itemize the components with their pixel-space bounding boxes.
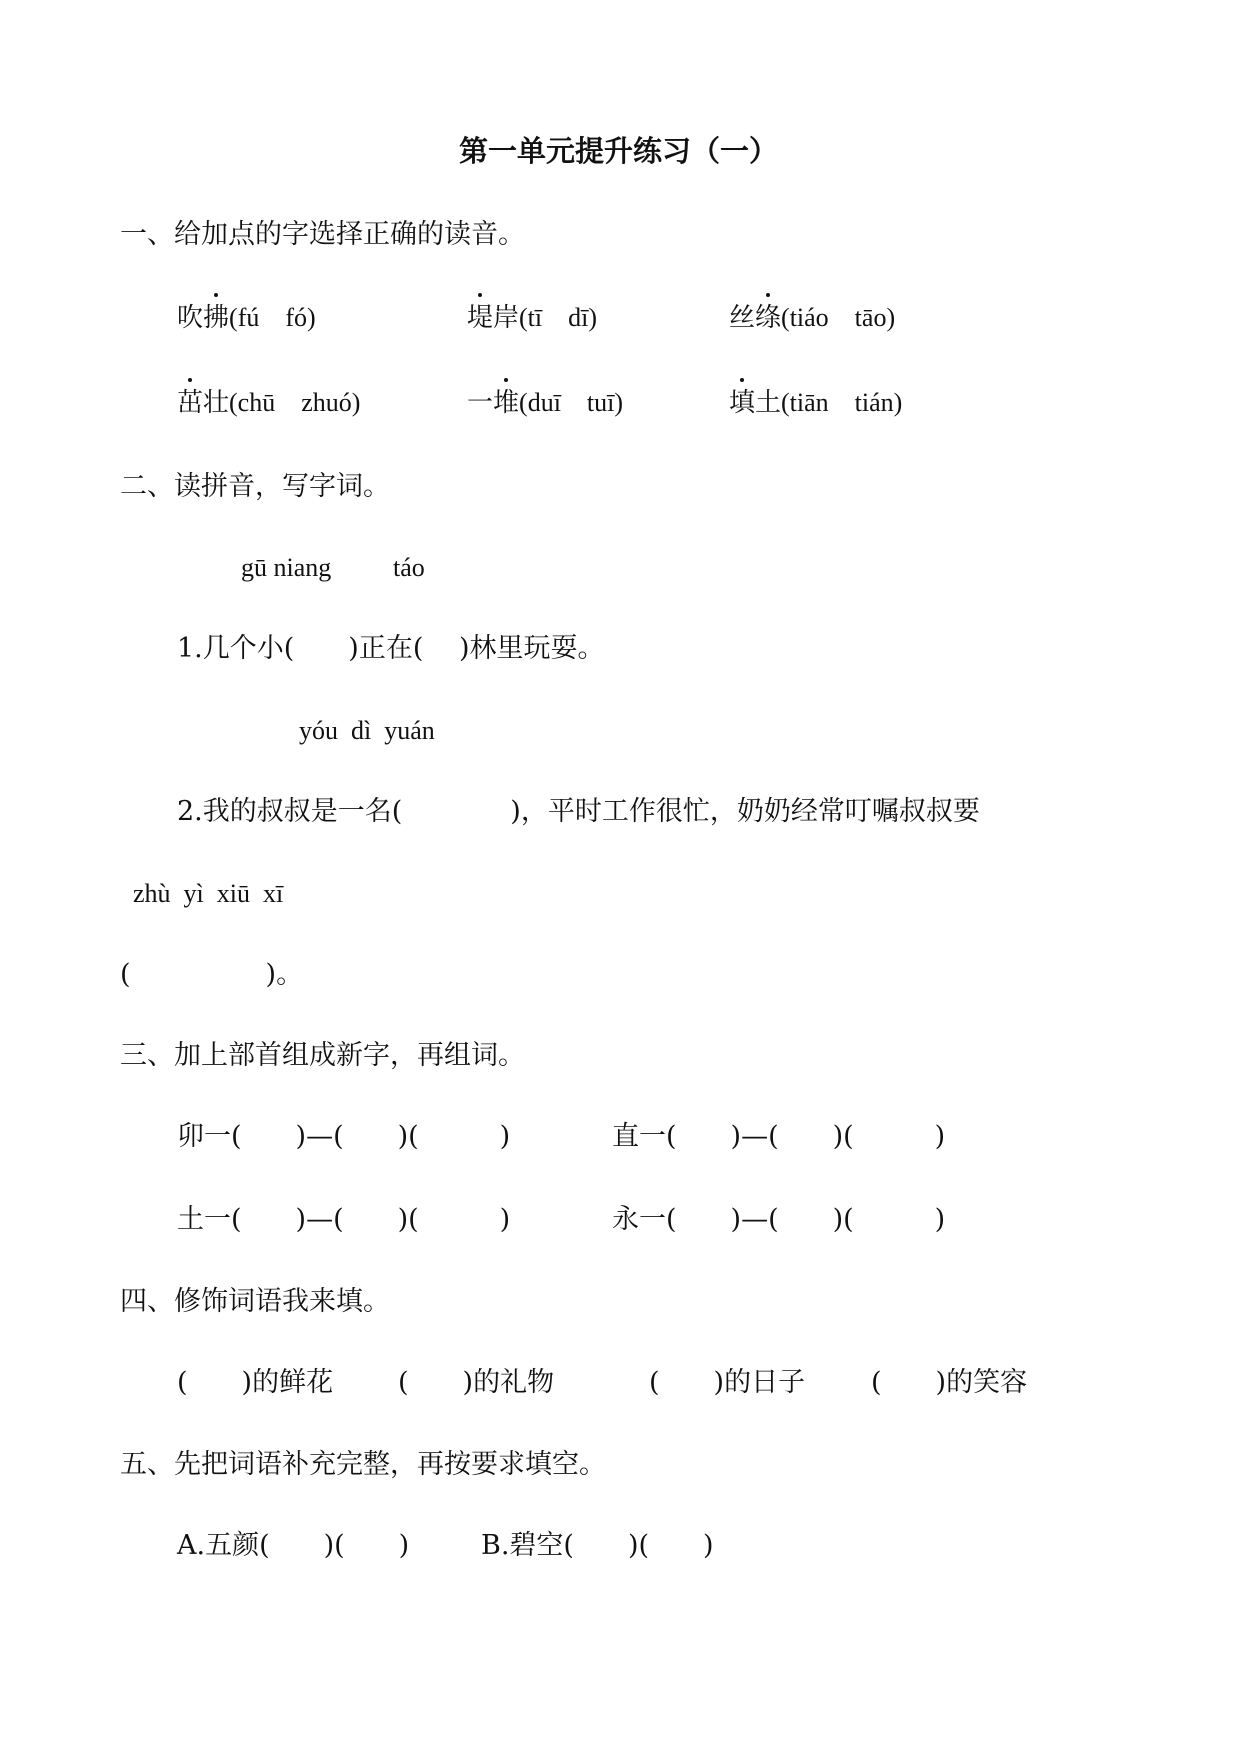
reading-item: 一堆(duī tuī) (467, 386, 623, 420)
reading-item: 丝绦(tiáo tāo) (729, 301, 895, 335)
reading-item: 茁壮(chū zhuó) (177, 386, 360, 420)
radical-item: 直一( )—( )( ) (612, 1121, 946, 1152)
radical-item: 卯一( )—( )( ) (177, 1121, 511, 1152)
idiom-item: B.碧空( )( ) (481, 1530, 714, 1561)
fill-sentence: 1.几个小( )正在( )林里玩耍。 (177, 633, 605, 664)
modifier-item: ( )的礼物 (398, 1367, 555, 1398)
pinyin-prompt: gū niang (241, 553, 332, 582)
pinyin-prompt: yóu dì yuán (299, 716, 435, 745)
radical-item: 土一( )—( )( ) (177, 1204, 511, 1235)
pinyin-prompt: táo (393, 553, 425, 582)
dotted-character: 茁 (177, 386, 203, 420)
section-5-heading: 五、先把词语补充完整，再按要求填空。 (120, 1449, 606, 1480)
dotted-character: 拂 (203, 301, 229, 335)
section-4-heading: 四、修饰词语我来填。 (120, 1286, 390, 1317)
dotted-character: 填 (729, 386, 755, 420)
modifier-item: ( )的日子 (649, 1367, 806, 1398)
dotted-character: 堤 (467, 301, 493, 335)
dotted-character: 堆 (493, 386, 519, 420)
page-title: 第一单元提升练习（一） (459, 134, 779, 168)
fill-sentence: 2.我的叔叔是一名( )，平时工作很忙，奶奶经常叮嘱叔叔要 (177, 796, 980, 827)
modifier-item: ( )的鲜花 (177, 1367, 334, 1398)
pinyin-prompt: zhù yì xiū xī (133, 879, 284, 908)
fill-sentence: ( )。 (120, 959, 304, 990)
idiom-item: A.五颜( )( ) (177, 1530, 410, 1561)
reading-item: 填土(tiān tián) (729, 386, 902, 420)
radical-item: 永一( )—( )( ) (612, 1204, 946, 1235)
section-2-heading: 二、读拼音，写字词。 (120, 471, 390, 502)
reading-item: 吹拂(fú fó) (177, 301, 316, 335)
modifier-item: ( )的笑容 (871, 1367, 1028, 1398)
section-1-heading: 一、给加点的字选择正确的读音。 (120, 219, 525, 250)
reading-item: 堤岸(tī dī) (467, 301, 597, 335)
dotted-character: 绦 (755, 301, 781, 335)
section-3-heading: 三、加上部首组成新字，再组词。 (120, 1040, 525, 1071)
